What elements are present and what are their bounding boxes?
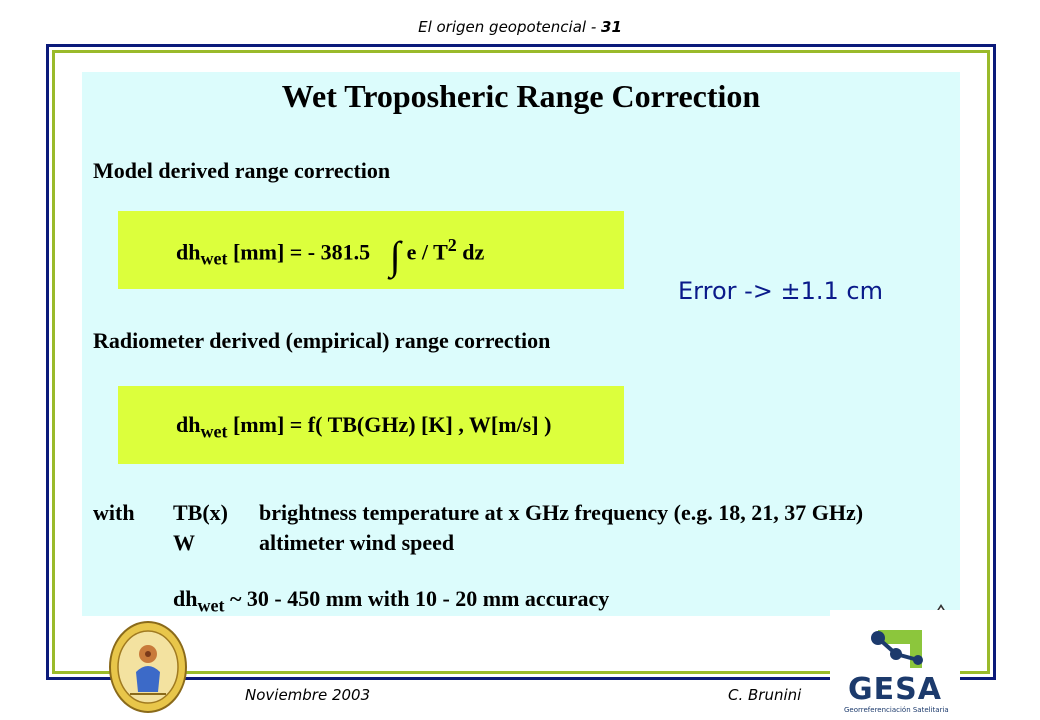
formula1-tail: dz [456,239,485,265]
gesa-logo [830,610,960,720]
formula2-lhs: dh [176,412,201,437]
model-formula [176,233,485,279]
header-title-text: El origen geopotencial - [418,18,602,36]
footer-author: C. Brunini [728,686,802,704]
slide-title: Wet Troposheric Range Correction [281,78,761,114]
logo-name: GESA [848,672,942,707]
definition-lead: with [93,500,135,525]
logo-subtitle: Georreferenciación Satelitaria [844,706,949,714]
definition-symbol: TB(x) [173,500,228,525]
radiometer-section-label: Radiometer derived (empirical) range correction [93,328,551,353]
range-lhs-sub: wet [197,595,225,616]
formula1-lhs: dh [176,239,201,265]
model-section-label: Model derived range correction [93,158,391,183]
footer-date: Noviembre 2003 [245,686,371,704]
range-lhs: dh [173,586,198,611]
formula1-integrand: e / T [406,239,448,265]
error-note: Error -> ±1.1 cm [678,277,884,305]
model-formula-box [118,211,624,289]
formula1-mid: [mm] = - 381.5 [227,239,376,265]
range-rhs: ~ 30 - 450 mm with 10 - 20 mm accuracy [224,586,610,611]
range-line [173,586,609,616]
formula2-lhs-sub: wet [200,421,228,442]
definition-symbol: W [173,530,195,555]
university-seal-icon [108,620,188,714]
header-title [0,18,1040,36]
gesa-logo-mark-icon [830,610,960,672]
slide-content [82,72,960,616]
formula2-rhs: [mm] = f( TB(GHz) [K] , W[m/s] ) [227,412,552,437]
formula1-exponent: 2 [447,235,457,255]
page-number: 31 [601,18,622,36]
definition-meaning: altimeter wind speed [259,530,455,555]
integral-sign: ∫ [389,233,401,279]
radiometer-formula [176,412,551,442]
radiometer-formula-box [118,386,624,464]
formula1-lhs-sub: wet [200,248,228,269]
definition-meaning: brightness temperature at x GHz frequency (e.g. 18, 21, 37 GHz) [259,500,864,525]
